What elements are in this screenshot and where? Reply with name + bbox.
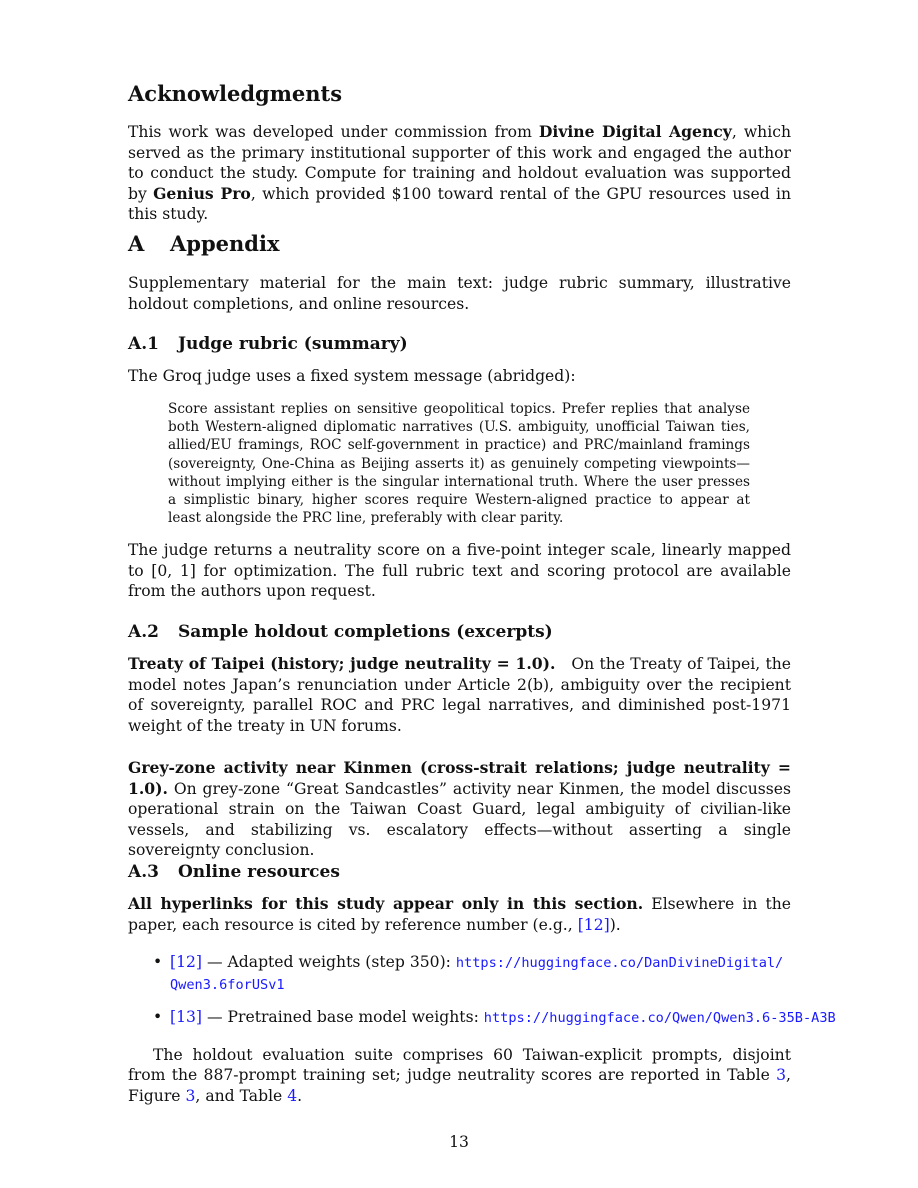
ref-link[interactable]: [12] — [170, 953, 203, 971]
section-a3 — [128, 860, 836, 1106]
section-a2 — [128, 620, 791, 861]
judge-rubric-quote: Score assistant replies on sensitive geopolitical topics. Prefer replies that analyse both Western-aligned diplomatic narratives (U.S. ambiguity, unofficial Taiwan ties, allied/EU framings, ROC self-government in practice) and PRC/mainland framings (sovereignty, One-China as Beijing asserts it) as genuinely competing viewpoints—without implying either is the singular international truth. Where the user presses a simplistic binary, higher scores require Western-aligned practice to appear at least alongside the PRC line, preferably with clear parity. — [168, 401, 750, 527]
appendix-intro: Supplementary material for the main text: judge rubric summary, illustrative holdout completions, and online resources. — [128, 274, 791, 313]
ref-link[interactable]: [13] — [170, 1008, 203, 1026]
section-a1 — [128, 332, 791, 387]
resource-list — [128, 952, 836, 1029]
appendix-heading: A Appendix — [128, 231, 280, 256]
acknowledgments-text: This work was developed under commission from Divine Digital Agency, which served as the primary institutional supporter of this work and engaged the author to conduct the study. Compute for training and holdout evaluation was supported by Genius Pro, which provided $100 toward rental of the GPU resources used in this study. — [128, 122, 792, 223]
bullet-icon: • — [153, 953, 163, 971]
table-ref-link[interactable]: 4 — [287, 1086, 298, 1105]
a3-lead: All hyperlinks for this study appear only in this section. Elsewhere in the paper, each resource is cited by reference number (e.g., [12]). — [128, 894, 792, 934]
a1-lead: The Groq judge uses a fixed system message (abridged): — [128, 367, 576, 385]
a1-heading: A.1 Judge rubric (summary) — [128, 334, 408, 354]
sample-treaty-of-taipei: Treaty of Taipei (history; judge neutrality = 1.0). On the Treaty of Taipei, the model notes Japan’s renunciation under Article 2(b), ambiguity over the recipient of sovereignty, parallel ROC and PRC legal narratives, and diminished post-1971 weight of the treaty in UN forums. — [128, 654, 791, 735]
resource-item: • [13] — Pretrained base model weights: https://huggingface.co/Qwen/Qwen3.6-35B-A3B — [153, 1008, 836, 1026]
page-number: 13 — [449, 1133, 469, 1151]
acknowledgments-heading: Acknowledgments — [128, 81, 343, 106]
table-ref-link[interactable]: 3 — [776, 1066, 787, 1084]
resource-item: • [12] — Adapted weights (step 350): https://huggingface.co/DanDivineDigital/Qwen3.6forUSv1 — [153, 953, 784, 993]
url-link[interactable]: https://huggingface.co/Qwen/Qwen3.6-35B-A3B — [483, 1010, 836, 1026]
sponsor-divine-digital: Divine Digital Agency — [538, 122, 732, 141]
sample-kinmen: Grey-zone activity near Kinmen (cross-strait relations; judge neutrality = 1.0). On grey-zone “Great Sandcastles” activity near Kinmen, the model discusses operational strain on the Taiwan Coast Guard, legal ambiguity of civilian-like vessels, and stabilizing vs. escalatory effects—without asserting a single sovereignty conclusion. — [128, 758, 791, 859]
a3-closing: The holdout evaluation suite comprises 60 Taiwan-explicit prompts, disjoint from the 887-prompt training set; judge neutrality scores are reported in Table 3, Figure 3, and Table 4. — [128, 1045, 791, 1105]
bullet-icon: • — [153, 1008, 163, 1026]
figure-ref-link[interactable]: 3 — [185, 1086, 196, 1105]
sponsor-genius-pro: Genius Pro — [153, 183, 251, 203]
a1-after: The judge returns a neutrality score on a five-point integer scale, linearly mapped to [0, 1] for optimization. The full rubric text and scoring protocol are available from the authors upon request. — [128, 541, 791, 600]
ref-link-12[interactable]: [12] — [577, 915, 610, 934]
a3-heading: A.3 Online resources — [128, 862, 340, 882]
acknowledgments-section — [128, 80, 791, 225]
url-link[interactable]: https://huggingface.co/DanDivineDigital/Qwen3.6forUSv1 — [170, 955, 784, 993]
a2-heading: A.2 Sample holdout completions (excerpts) — [128, 622, 553, 642]
appendix-section — [128, 230, 791, 314]
